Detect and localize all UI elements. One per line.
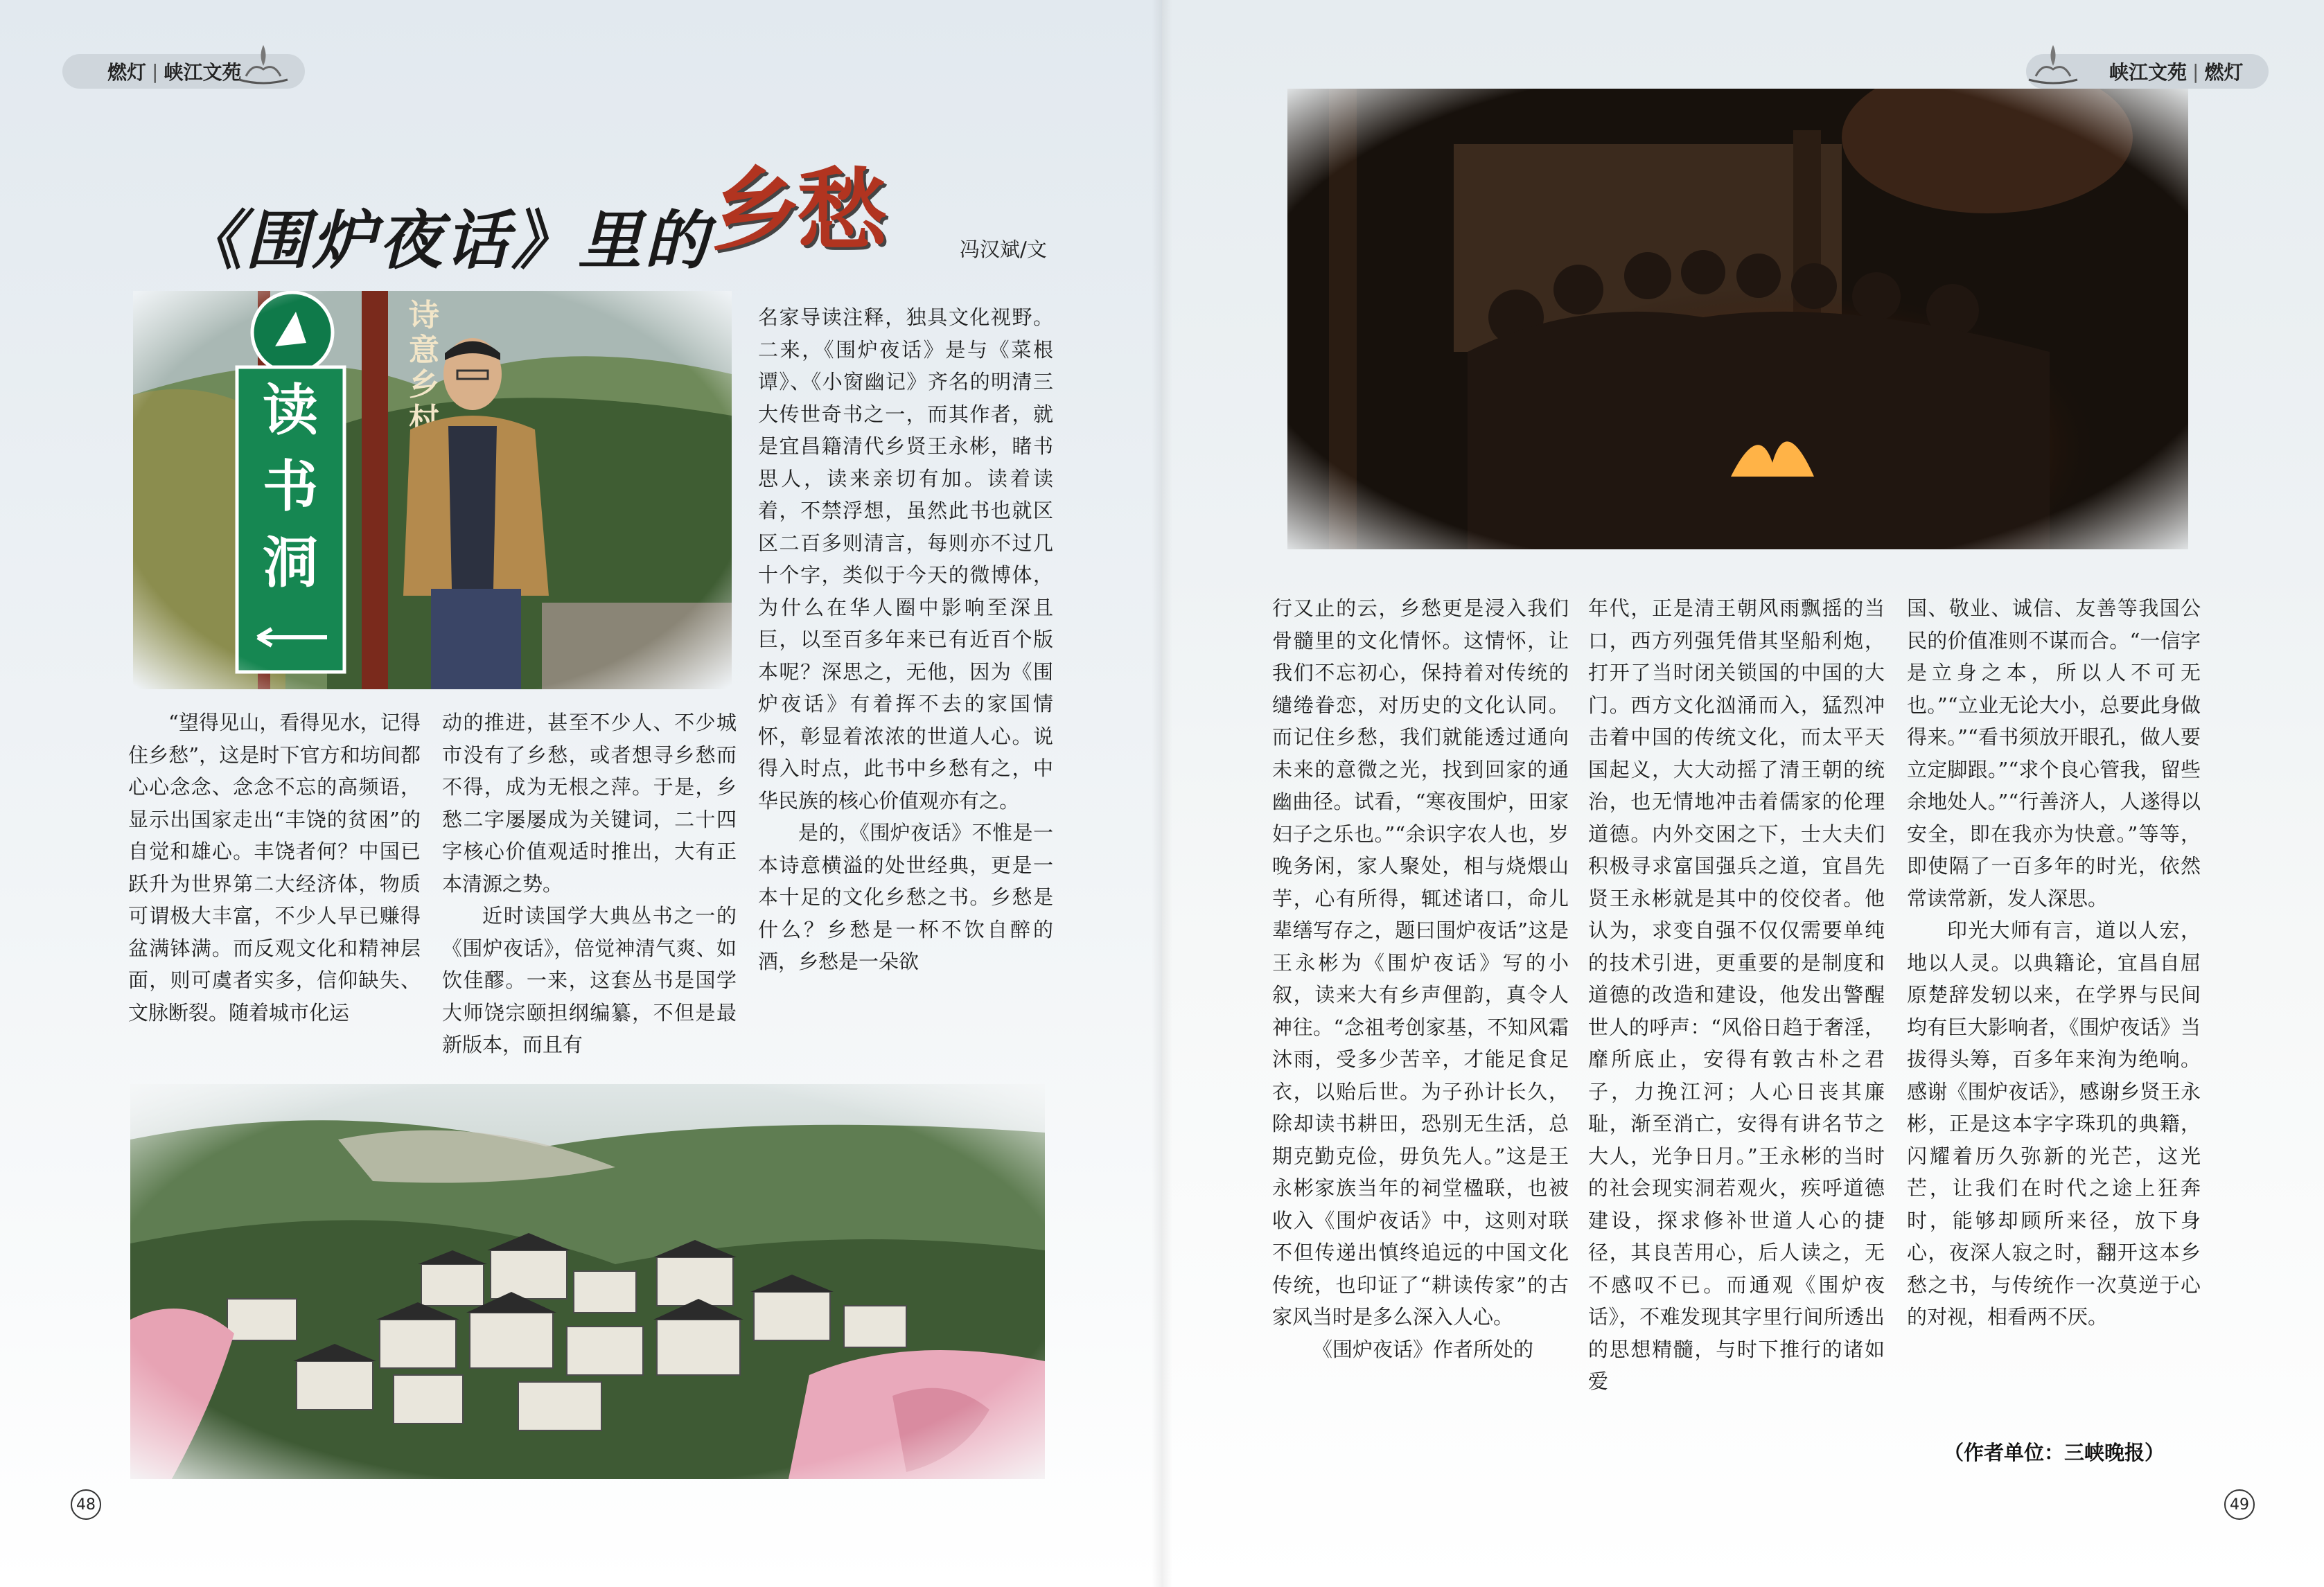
title-emphasis: 乡愁 (711, 157, 883, 263)
paragraph: 年代，正是清王朝风雨飘摇的当口，西方列强凭借其坚船利炮，打开了当时闭关锁国的中国的大门。西方文化汹涌而入，猛烈冲击着中国的传统文化，而太平天国起义，大大动摇了清王朝的统治，也无情地冲击着儒家的伦理道德。内外交困之下，士大夫们积极寻求富国强兵之道，宜昌先贤王永彬就是其中的佼佼者。他认为，求变自强不仅仅需要单纯的技术引进，更重要的是制度和道德的改造和建设，他发出警醒世人的呼声：“风俗日趋于奢淫，靡所底止，安得有敦古朴之君子，力挽江河；人心日丧其廉耻，渐至消亡，安得有讲名节之大人，光争日月。”王永彬的当时的社会现实洞若观火，疾呼道德建设，探求修补世道人心的捷径，其良苦用心，后人读之，无不感叹不已。而通观《围炉夜话》，不难发现其字里行间所透出的思想精髓，与时下推行的诸如爱 (1588, 596, 1885, 1393)
paragraph: 动的推进，甚至不少人、不少城市没有了乡愁，或者想寻乡愁而不得，成为无根之萍。于是，乡愁二字屡屡成为关键词，二十四字核心价值观适时推出，大有正本清源之势。 (442, 711, 737, 896)
lamp-ornament-icon (232, 38, 294, 90)
header-section: 燃灯 (2204, 61, 2244, 84)
paragraph: “望得见山，看得见水，记得住乡愁”，这是时下官方和坊间都心心念念、念念不忘的高频语，显示出国家走出“丰饶的贫困”的自觉和雄心。丰饶者何？中国已跃升为世界第二大经济体，物质可谓极大丰富，不少人早已赚得盆满钵满。而反观文化和精神层面，则可虞者实多，信仰缺失、文脉断裂。随着城市化运 (128, 711, 421, 1025)
article-title (179, 145, 883, 278)
right-running-header: 峡江文苑 | 燃灯 (2026, 54, 2269, 89)
title-main: 《围炉夜话》里的 (179, 203, 712, 278)
text-column-6 (1907, 592, 2201, 1333)
header-column: 峡江文苑 (2109, 61, 2187, 84)
fireside-photo (1287, 89, 2188, 549)
text-column-2 (442, 707, 737, 1061)
paragraph: 近时读国学大典丛书之一的《围炉夜话》，倍觉神清气爽、如饮佳醪。一来，这套丛书是国学大师饶宗颐担纲编纂，不但是最新版本，而且有 (442, 904, 737, 1056)
paragraph: 行又止的云，乡愁更是浸入我们骨髓里的文化情怀。这情怀，让我们不忘初心，保持着对传统的缱绻眷恋，对历史的文化认同。而记住乡愁，我们就能透过通向未来的意微之光，找到回家的通幽曲径。试看，“寒夜围炉，田家妇子之乐也。”“余识字农人也，岁晚务闲，家人聚处，相与烧煨山芋，心有所得，辄述诸口，命儿辈缮写存之，题曰围炉夜话”这是王永彬为《围炉夜话》写的小叙，读来大有乡声俚韵，真令人神往。“念祖考创家基，不知风霜沐雨，受多少苦辛，才能足食足衣，以贻后世。为子孙计长久，除却读书耕田，恐别无生活，总期克勤克俭，毋负先人。”这是王永彬家族当年的祠堂楹联，也被收入《围炉夜话》中，这则对联不但传递出慎终追远的中国文化传统，也印证了“耕读传家”的古家风当时是多么深入人心。 (1272, 596, 1569, 1329)
paragraph: 国、敬业、诚信、友善等我国公民的价值准则不谋而合。“一信字是立身之本，所以人不可无也。”“立业无论大小，总要此身做得来。”“看书须放开眼孔，做人要立定脚跟。”“求个良心管我，留些余地处人。”“行善济人，人遂得以安全，即在我亦为快意。”等等，即使隔了一百多年的时光，依然常读常新，发人深思。 (1907, 596, 2201, 910)
page-number-left: 48 (71, 1489, 101, 1520)
text-column-1 (128, 707, 421, 1029)
author-credit: （作者单位：三峡晚报） (1944, 1441, 2165, 1464)
portrait-photo (133, 291, 732, 689)
village-photo (130, 1084, 1045, 1479)
left-running-header: 燃灯 | 峡江文苑 (62, 54, 305, 89)
text-column-4 (1272, 592, 1569, 1365)
text-column-5 (1588, 592, 1885, 1398)
text-column-3 (758, 301, 1053, 978)
header-column: 峡江文苑 (164, 61, 242, 84)
spine-gutter (1152, 0, 1172, 1587)
lamp-ornament-icon (2022, 38, 2084, 90)
header-section: 燃灯 (107, 61, 147, 84)
paragraph: 名家导读注释，独具文化视野。二来，《围炉夜话》是与《菜根谭》、《小窗幽记》齐名的明清三大传世奇书之一，而其作者，就是宜昌籍清代乡贤王永彬，睹书思人，读来亲切有加。读着读着，不禁浮想，虽然此书也就区区二百多则清言，每则亦不过几十个字，类似于今天的微博体，为什么在华人圈中影响至深且巨，以至百多年来已有近百个版本呢？深思之，无他，因为《围炉夜话》有着挥不去的家国情怀，彰显着浓浓的世道人心。说得入时点，此书中乡愁有之，中华民族的核心价值观亦有之。 (758, 305, 1053, 813)
paragraph: 《围炉夜话》作者所处的 (1312, 1337, 1534, 1361)
byline: 冯汉斌/文 (960, 238, 1047, 261)
paragraph: 是的，《围炉夜话》不惟是一本诗意横溢的处世经典，更是一本十足的文化乡愁之书。乡愁是什么？乡愁是一杯不饮自醉的酒，乡愁是一朵欲 (758, 821, 1053, 973)
page-number-right: 49 (2224, 1489, 2255, 1520)
paragraph: 印光大师有言，道以人宏，地以人灵。以典籍论，宜昌自屈原楚辞发轫以来，在学界与民间均有巨大影响者，《围炉夜话》当拔得头筹，百多年来洵为绝响。感谢《围炉夜话》，感谢乡贤王永彬，正是这本字字珠玑的典籍，闪耀着历久弥新的光芒，这光芒，让我们在时代之途上狂奔时，能够却顾所来径，放下身心，夜深人寂之时，翻开这本乡愁之书，与传统作一次莫逆于心的对视，相看两不厌。 (1907, 919, 2201, 1329)
